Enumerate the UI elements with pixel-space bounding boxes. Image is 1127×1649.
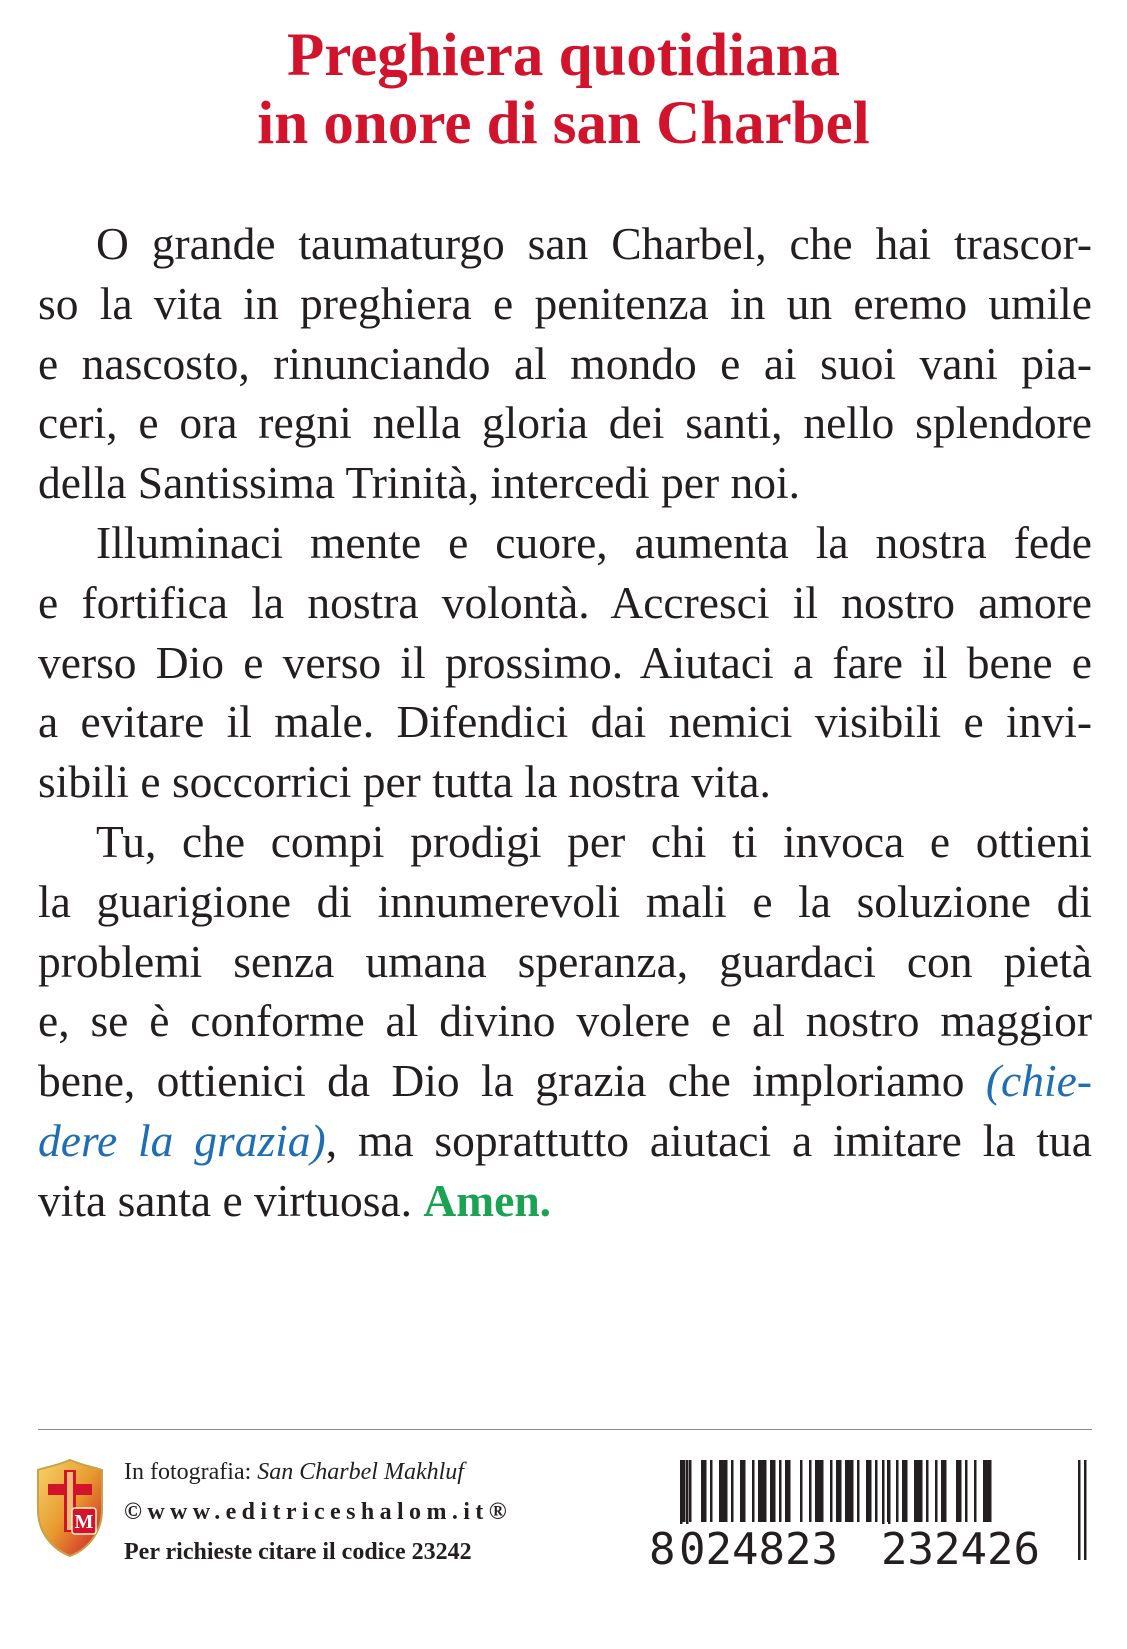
text-line: Tu, che compi prodigi per chi ti invoca e ottieni bbox=[96, 815, 1092, 867]
title-line-1: Preghiera quotidiana bbox=[287, 22, 840, 89]
barcode-bar bbox=[815, 1460, 824, 1522]
barcode-bar bbox=[752, 1460, 755, 1522]
photo-label: In fotografia: bbox=[124, 1459, 258, 1485]
barcode-digit-group: 232426 bbox=[881, 1524, 1040, 1575]
photo-subject: San Charbel Makhluf bbox=[257, 1459, 464, 1485]
barcode-bar bbox=[758, 1460, 767, 1522]
barcode-bar bbox=[779, 1460, 782, 1522]
barcode-bar bbox=[935, 1460, 938, 1522]
barcode-bar bbox=[965, 1460, 968, 1522]
barcode-bar bbox=[875, 1460, 878, 1522]
text-segment: vita santa e virtuosa. bbox=[38, 1174, 424, 1226]
publisher-logo-icon bbox=[34, 1458, 106, 1558]
footer-credits bbox=[124, 1452, 512, 1572]
text-line: la guarigione di innumerevoli mali e la soluzione di bbox=[38, 875, 1092, 927]
text-line: ceri, e ora regni nella gloria dei santi, nello splendore bbox=[38, 397, 1092, 449]
barcode-digit-group: 024823 bbox=[679, 1524, 838, 1575]
barcode-guard-bar bbox=[1078, 1460, 1081, 1560]
request-note: (chie- bbox=[985, 1055, 1092, 1107]
amen-text: Amen. bbox=[423, 1174, 552, 1226]
barcode-bar bbox=[866, 1460, 872, 1522]
barcode-bar bbox=[800, 1460, 803, 1522]
barcode-bar bbox=[836, 1460, 842, 1522]
text-segment: , ma soprattutto aiutaci a imitare la tua bbox=[325, 1114, 1092, 1166]
barcode-bar bbox=[956, 1460, 962, 1522]
text-line bbox=[38, 1051, 1092, 1111]
barcode-bar bbox=[974, 1460, 977, 1522]
text-line: problemi senza umana speranza, guardaci con pietà bbox=[38, 935, 1092, 987]
photo-credit bbox=[124, 1452, 512, 1492]
text-line bbox=[38, 1171, 1092, 1231]
barcode-bar bbox=[740, 1460, 746, 1522]
barcode-bar bbox=[701, 1460, 707, 1522]
paragraph-2 bbox=[38, 513, 1092, 812]
barcode-bar bbox=[830, 1460, 833, 1522]
barcode-bar bbox=[983, 1460, 992, 1522]
barcode-bar bbox=[731, 1460, 734, 1522]
barcode-bar bbox=[896, 1460, 899, 1522]
barcode-bar bbox=[689, 1460, 692, 1522]
page-title bbox=[0, 22, 1127, 158]
barcode-digit-group: 8 bbox=[649, 1524, 676, 1575]
footer-divider bbox=[38, 1429, 1092, 1430]
request-note: dere la grazia) bbox=[38, 1114, 326, 1166]
barcode-bar bbox=[941, 1460, 947, 1522]
paragraph-1 bbox=[38, 214, 1092, 513]
prayer-text bbox=[38, 214, 1092, 1231]
text-segment: bene, ottienici da Dio la grazia che imploriamo bbox=[38, 1055, 986, 1107]
text-line: O grande taumaturgo san Charbel, che hai trascor- bbox=[96, 218, 1092, 269]
title-line-2: in onore di san Charbel bbox=[257, 90, 870, 157]
text-line: so la vita in preghiera e penitenza in un eremo umile bbox=[38, 277, 1092, 329]
barcode-guard-bar bbox=[1084, 1460, 1087, 1560]
text-line bbox=[38, 1111, 1092, 1171]
text-line: della Santissima Trinità, intercedi per noi. bbox=[38, 457, 801, 509]
logo-letter: M bbox=[74, 1511, 94, 1533]
text-line: a evitare il male. Difendici dai nemici visibili e invi- bbox=[38, 696, 1092, 748]
product-code: Per richieste citare il codice 23242 bbox=[124, 1539, 472, 1565]
text-line: verso Dio e verso il prossimo. Aiutaci a fare il bene e bbox=[38, 636, 1092, 688]
paragraph-3 bbox=[38, 812, 1092, 1231]
text-line: e fortifica la nostra volontà. Accresci il nostro amore bbox=[38, 576, 1092, 628]
barcode-bar bbox=[809, 1460, 812, 1522]
text-line: sibili e soccorrici per tutta la nostra vita. bbox=[38, 756, 771, 808]
website-link[interactable]: ©www.editriceshalom.it® bbox=[124, 1499, 513, 1525]
barcode-bar bbox=[710, 1460, 713, 1522]
barcode-bar bbox=[902, 1460, 908, 1522]
barcode-bar bbox=[914, 1460, 923, 1522]
barcode-bar bbox=[845, 1460, 854, 1522]
barcode-bar bbox=[857, 1460, 860, 1522]
text-line: Illuminaci mente e cuore, aumenta la nostra fede bbox=[96, 516, 1092, 568]
text-line: e, se è conforme al divino volere e al nostro maggior bbox=[38, 995, 1092, 1047]
barcode-bar bbox=[926, 1460, 929, 1522]
barcode-bar bbox=[770, 1460, 776, 1522]
barcode-bar bbox=[785, 1460, 791, 1522]
text-line: e nascosto, rinunciando al mondo e ai suoi vani pia- bbox=[38, 337, 1092, 389]
barcode-bar bbox=[719, 1460, 728, 1522]
